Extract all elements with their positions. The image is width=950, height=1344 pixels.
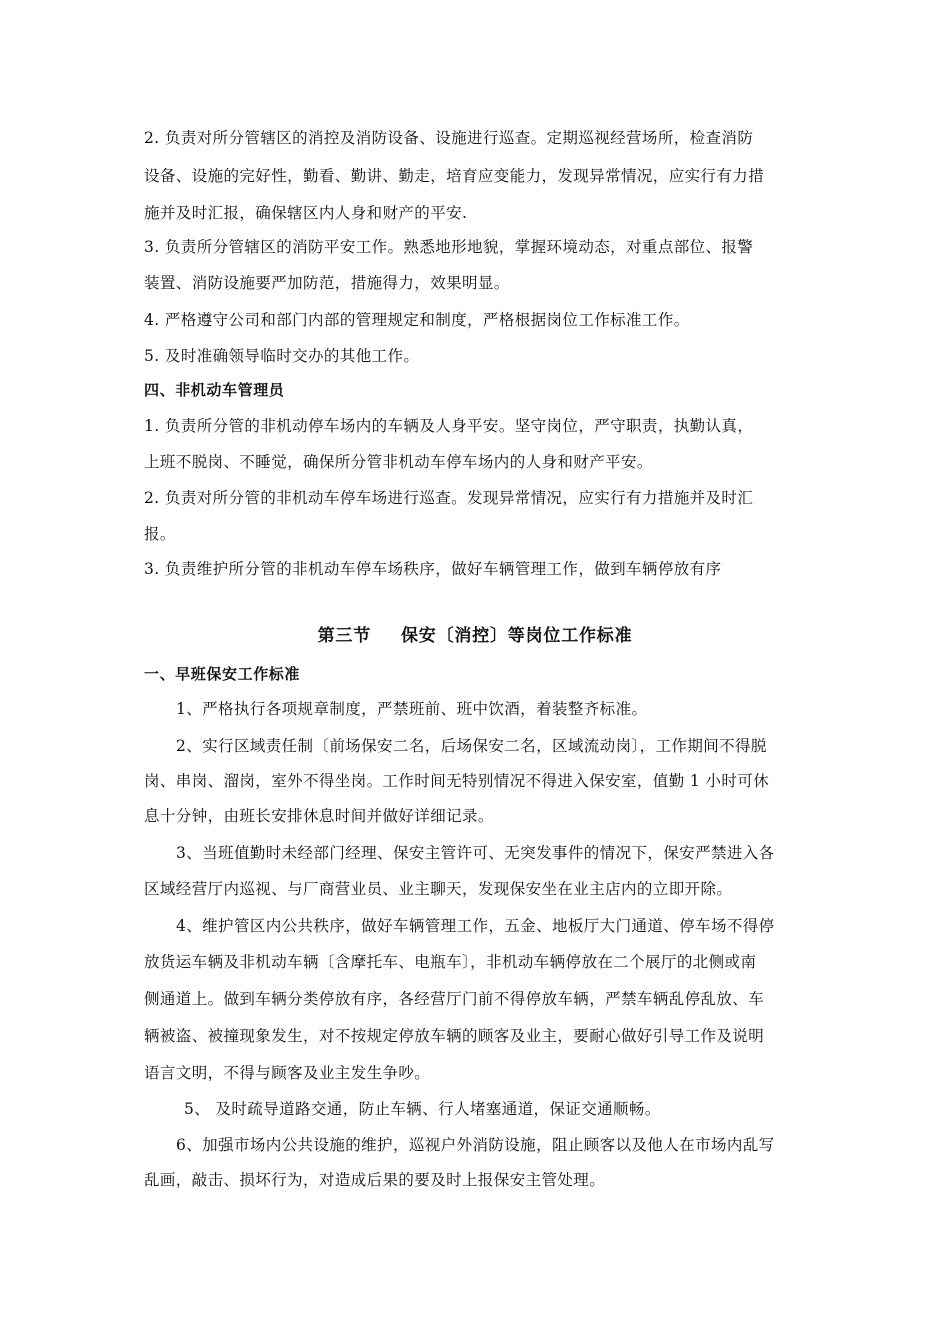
standard-4-line-4: 辆被盗、被撞现象发生，对不按规定停放车辆的顾客及业主，要耐心做好引导工作及说明 [144, 1027, 765, 1045]
standard-1: 1、严格执行各项规章制度，严禁班前、班中饮酒，着装整齐标准。 [176, 700, 648, 718]
section-four-item-3: 3. 负责维护所分管的非机动车停车场秩序，做好车辆管理工作，做到车辆停放有序 [144, 560, 722, 578]
section-four-item-2-line-1: 2. 负责对所分管的非机动车停车场进行巡查。发现异常情况，应实行有力措施并及时汇 [144, 489, 754, 507]
standard-4-line-5: 语言文明，不得与顾客及业主发生争吵。 [144, 1064, 431, 1082]
item-2-line-3: 施并及时汇报，确保辖区内人身和财产的平安. [144, 204, 468, 222]
standard-6-line-2: 乱画，敲击、损坏行为，对造成后果的要及时上报保安主管处理。 [144, 1171, 606, 1189]
standard-2-line-2: 岗、串岗、溜岗，室外不得坐岗。工作时间无特别情况不得进入保安室，值勤 1 小时可休 [144, 772, 770, 790]
standard-2-line-3: 息十分钟，由班长安排休息时间并做好详细记录。 [144, 807, 494, 825]
item-5: 5. 及时准确领导临时交办的其他工作。 [144, 347, 420, 365]
section-title-number: 第三节 [317, 626, 371, 646]
standard-6-line-1: 6、加强市场内公共设施的维护，巡视户外消防设施，阻止顾客以及他人在市场内乱写 [176, 1136, 775, 1154]
standard-5: 5、 及时疏导道路交通，防止车辆、行人堵塞通道，保证交通顺畅。 [184, 1100, 661, 1118]
section-four-item-1-line-2: 上班不脱岗、不睡觉，确保所分管非机动车停车场内的人身和财产平安。 [144, 453, 653, 471]
item-3-line-1: 3. 负责所分管辖区的消防平安工作。熟悉地形地貌，掌握环境动态，对重点部位、报警 [144, 238, 754, 256]
standard-4-line-3: 侧通道上。做到车辆分类停放有序，各经营厅门前不得停放车辆，严禁车辆乱停乱放、车 [144, 990, 765, 1008]
section-four-item-2-line-2: 报。 [144, 525, 176, 543]
standard-4-line-1: 4、维护管区内公共秩序，做好车辆管理工作，五金、地板厅大门通道、停车场不得停 [176, 917, 775, 935]
section-four-item-1-line-1: 1. 负责所分管的非机动停车场内的车辆及人身平安。坚守岗位，严守职责，执勤认真， [144, 417, 754, 435]
item-4: 4. 严格遵守公司和部门内部的管理规定和制度，严格根据岗位工作标准工作。 [144, 311, 690, 329]
standard-3-line-2: 区域经营厅内巡视、与厂商营业员、业主聊天，发现保安坐在业主店内的立即开除。 [144, 880, 733, 898]
section-four-heading: 四、非机动车管理员 [144, 381, 285, 399]
early-shift-heading: 一、早班保安工作标准 [144, 665, 301, 683]
item-2-line-1: 2. 负责对所分管辖区的消控及消防设备、设施进行巡查。定期巡视经营场所，检查消防 [144, 129, 754, 147]
section-title [0, 624, 950, 648]
standard-2-line-1: 2、实行区域责任制〔前场保安二名，后场保安二名，区域流动岗〕，工作期间不得脱 [176, 737, 767, 755]
section-title-text: 保安〔消控〕等岗位工作标准 [401, 626, 633, 646]
item-2-line-2: 设备、设施的完好性，勤看、勤讲、勤走，培育应变能力，发现异常情况，应实行有力措 [144, 167, 765, 185]
item-3-line-2: 装置、消防设施要严加防范，措施得力，效果明显。 [144, 274, 510, 292]
standard-4-line-2: 放货运车辆及非机动车辆〔含摩托车、电瓶车〕，非机动车辆停放在二个展厅的北侧或南 [144, 953, 757, 971]
standard-3-line-1: 3、当班值勤时未经部门经理、保安主管许可、无突发事件的情况下，保安严禁进入各 [176, 844, 775, 862]
